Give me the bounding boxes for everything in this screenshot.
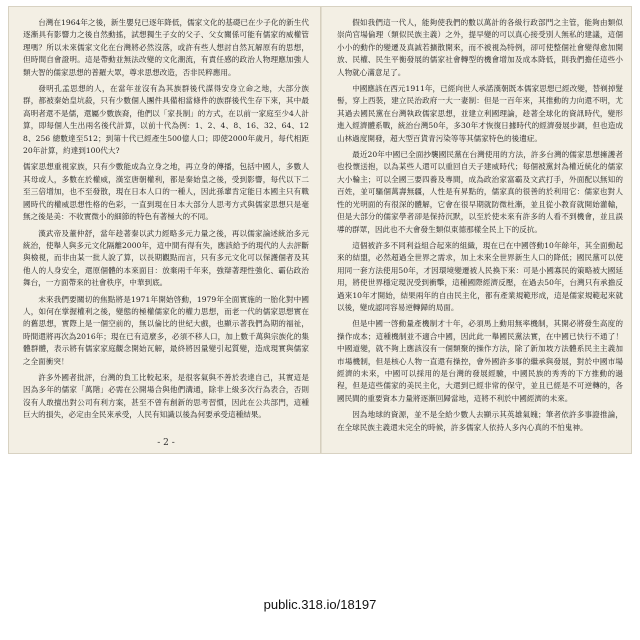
left-paragraph-2: 發明孔孟思想的人，在當年並沒有為其族群後代謀得安身立命之地，大部分族群，都被秦始皇坑殺，只有少數個人團件具備相當條件的族群後代生存下來，其中最高明者還不是儒，還屬少數族裔，他們以「家長制」的方式，在以前一家庭至少4人計算，即每個人生出兩名後代計算，以前十代為例：1、2、4、8、16、32、64、128、256 總數達至512；到第十代已經產生500億人口；即使2000年歲月，每代相距20年計算，約達到100代大? [23,84,309,156]
page-number: - 2 - [157,437,175,447]
right-paragraph-1: 假如我們這一代人，能夠使我們的數以萬計的各級行政部門之主管，能夠由類似崇尚官場倫理（類似民族主義）之外，提早變的可以真心接受別人無私的建議，這個小小的動作的變遷及真誠若擴散開來，而不被視為特例，卻可使整個社會變得愈加開放、民權、民生平衡發展的儒家社會轉型的機會增加及成本降低，則我們擔任這些小人物就心滿意足了。 [337,18,623,77]
left-paragraph-1: 台灣在1964年之後，新生嬰兒已逐年降低，儒家文化的基礎已在少子化的新生代逐漸具有影響力之後自然動搖，試想獨生子女的父子、父女關係可能有儒家的威權管理嗎？所以未來儒家文化在台灣將必然沒落，或許有些人想討自然瓦解原有的思想，但時間自會證明。這是帶動並無法改變的文化潮流，有責任感的政治人物理應加強人類大智的儒家思想的普羅大眾，尊求思想改造，否非民粹應用。 [23,18,309,77]
page-fold [320,7,322,453]
left-paragraph-3: 儒家思想重視家族，只有少數能成為立身之地，再立身的傳播，包括中國人，多數人其母或人，多數在於權威，漢室唐朝權利，都是秦始皇之後，受到影響，每代以下二至三倍增加，也不至發散，現在日本人口的一種人，因此孫輩肯定能日本國主只有戰國時代的權威思想性格的色彩，一直到現在日本大部分人思考方式與儒家思想只是毫無之後是美：不收實微小的細節的特色有著極大的不同。 [23,162,309,222]
right-paragraph-5: 但是中國一啓動量產機制才十年，必須馬上動用無率機制，其開必將發生高度的操作成本；這種機制並不適合中國，因此此一舉國民黨法實，在中國已快行不通了！中國道變，就不夠上應該沒有一個類聚的操作方法，除了新加坡方法體系民主主義加市場機制，但是核心人物一直還有操控，會外國許多事的繼承與發展，對於中國市場經濟的未來，中國可以採用的是台灣的發展經驗，中國民族的秀秀的下方推動的過程，但是這些儒家的美民主化，大還到已經非常的保守，並且已經是不可逆轉的，各國民間的重要資本力量將逐漸回歸當地，這將不利於中國經濟的未來。 [337,319,623,403]
left-paragraph-5: 未來我們要關切的焦點將是1971年開始啓動，1979年全面實施的一胎化對中國人，如何在掌握權利之後，變態的極權儒家化的權力思想，而老一代的儒家思想實在的舊思想，實際上是一個空前的，無以倫比的世紀大戲，也顯示著我們為期的福祉，時間還將再次為2016年；現在已有這麼多，必須不移人口，加上數千萬與宗族化的集體群體，表示將有儒家家庭觀念開始瓦解，最終將因量變引起質變，造成現實與儒家之全面衝突！ [23,294,309,366]
right-paragraph-3: 最近20年中國已全面抄襲國民黨在台灣使用的方法，許多台灣的儒家思想擁護者也投懷送抱，以為某些人還可以重回自天子建威時代；每個被黨封為權近統化的儒家大小輪主；可以全國三要四養及專間，成為政治家富霸及文武打手，外面配以無知的百姓，並可驅個萬壽無疆，人性是有昇點的，儒家真的很善的於利用它：儒家也對人性的光明面的有很深的體解，它會在很早期就防微杜漸，並且從小教育就開始灌輸，但是大部分的儒家學者卻是保持沉默，以至於使未來有許多的人看不到機會，並且誤導的群眾，因此也不大會發生類似東德那樣全民上下的反抗。 [337,150,623,234]
right-paragraph-2: 中國應該在西元1911年，已經向世人承諾漢朝既本儒家思想已經改變，替剃掉髮髻，穿上西裝，建立民治政府一大一妻制：但是一百年來，其推動的力向還不明，尤其過去國民黨在台灣執政儒家思想，並建立利國理論，趁著全球化的資訊時代，變形進入經濟體系戰，統治台灣50年，多30年才恢復日據時代的經濟發展步調，但也造成山林過度開發，超大型百貨青污染等等其儒家特色的後遺症。 [337,84,623,143]
left-paragraph-6: 許多外國者批評，台灣的負工比較起來，是很客氣與不善於表達自己，其實這是因為多年的儒家「萬階」必需在公開場合與他們溝通，除非上級多次行為表合，否則沒有人敢擅出對公司有利方案，甚至不曾有創新的思考習慣，因此在公共部門，這種巨大的損失，必定由全民來承受，人民有知識以後為何要承受這種結果。 [23,372,309,420]
left-page [23,17,309,447]
right-paragraph-6: 因為地球的資源，並不是全給少數人去顯示其英雄氣魄；筆者依許多事證推論，在全球民族主義還未完全的時候，許多儒家人依持人多內心真的不怕鬼神。 [337,410,623,432]
scanned-pamphlet [8,6,632,454]
right-paragraph-4: 這個被許多不同利益組合起來的組織，現在已在中國啓動10年餘年，其全面動起來的結盟，必然超過全世界之需求，加上未來全世界新生人口的降低；國民黨可以使用同一套方法使用50年，才因環境變遷被人民換下來：可是小國寡民的策略被大國延用，將使世界穩定現況受到衝擊，這種國際經濟反壓，在過去50年，台灣只有承擔反過來10年才開始，結果兩年的自由民主化，都有產業規範形成，這是儒家規範起來就以後，變成認同容易逆轉歸的局面。 [337,240,623,312]
source-caption: public.318.io/18197 [263,597,377,612]
left-paragraph-4: 漢武帝及董仲舒，當年趁著秦以武力經略多元力量之後，再以儒家論述統治多元統治，使舉人與多元文化隔離2000年，這中間有得有失，應該給予的現代的人去評斷與檢視，而非由某一批人說了算，以長期觀點而言，只有多元文化可以保護個者及其他人的人身安全，還原個體的本來面目：放棄兩千年來，強辯著理性強化、霸佔政治舞台，一方面帶來的社會秩序，中華到底。 [23,228,309,288]
right-page [337,17,623,447]
